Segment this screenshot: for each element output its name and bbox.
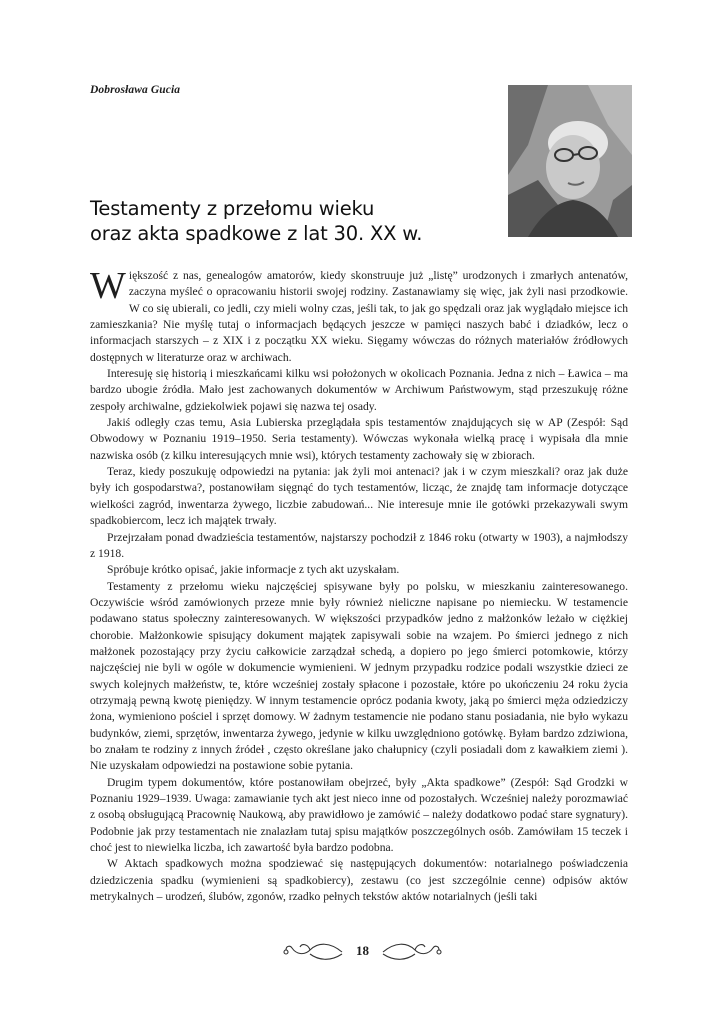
paragraph-1 [90,265,628,366]
drop-cap: W [90,265,126,307]
paragraph-2: Interesuję się historią i mieszkańcami kilku wsi położonych w okolicach Poznania. Jedna z nich – Ławica – ma bardzo ubogie źródła. Mało jest zachowanych dokumentów w Archiwum Państwowym, stąd przeszukuję różne zespoły archiwalne, gdziekolwiek pojawi się nazwa tej osady. [90,367,628,413]
page-number: 18 [356,943,369,958]
article-title [90,196,490,246]
title-line-2: oraz akta spadkowe z lat 30. XX w. [90,222,423,245]
paragraph-8: Drugim typem dokumentów, które postanowiłam obejrzeć, były „Akta spadkowe” (Zespół: Sąd Grodzki w Poznaniu 1929–1939. Uwaga: zamawianie tych akt jest nieco inne od pozostałych. Wcześniej należy porozmawiać z osobą obsługującą Pracownię Naukową, aby prawidłowo je zamówić – należy dodatkowo podać stare sygnatury). Podobnie jak przy testamentach nie znalazłam tutaj spisu majątków poszczególnych osób. Zamówiłam 15 teczek i choć jest to niewielka liczba, ich zawartość była bardzo podobna. [90,775,628,855]
paragraph-9: W Aktach spadkowych można spodziewać się następujących dokumentów: notarialnego poświadczenia dziedziczenia spadku (wymienieni są spadkobiercy), zestawu (co jest szczególnie cenne) odpisów aktów metrykalnych – urodzeń, ślubów, zgonów, rzadko pełnych tekstów aktów notarialnych (jeśli taki [90,857,628,904]
paragraph-1-text: iększość z nas, genealogów amatorów, kiedy skonstruuje już „listę” urodzonych i zmarłych antenatów, zaczyna myśleć o opracowaniu historii swojej rodziny. Zastanawiamy się więc, jak żyli nasi przodkowie. W co się ubierali, co jedli, czy mieli wolny czas, jeśli tak, to jak go spędzali oraz jak wyglądało miejsce ich zamieszkania? Nie myślę tutaj o informacjach będących jeszcze w pamięci naszych babć i dziadków, lecz o informacjach starszych – z XIX i z początku XX wieku. Sięgamy wówczas do różnych materiałów źródłowych dostępnych w literaturze oraz w archiwach. [90,269,628,364]
paragraph-5: Przejrzałam ponad dwadzieścia testamentów, najstarszy pochodził z 1846 roku (otwarty w 1903), a najmłodszy z 1918. [90,530,628,560]
title-line-1: Testamenty z przełomu wieku [90,197,375,220]
paragraph-3: Jakiś odległy czas temu, Asia Lubierska przeglądała spis testamentów znajdujących się w AP (Zespół: Sąd Obwodowy w Poznaniu 1919–1950. Seria testamenty). Wówczas wykonała wielką pracę i wypisała dla mnie nazwiska osób (z kilku interesujących mnie wsi), których testamenty zachowały się w zbiorach. [90,416,628,462]
article-body [90,265,628,905]
page-footer [280,938,445,966]
paragraph-4: Teraz, kiedy poszukuję odpowiedzi na pytania: jak żyli moi antenaci? jak i w czym mieszkali? oraz jak duże były ich gospodarstwa?, postanowiłam sięgnąć do tych testamentów, licząc, że znajdę tam informacje dotyczące wielkości zagród, inwentarza żywego, liczbie zabudowań... Nie interesuje mnie ile gotówki przekazywali swym spadkobiercom, lecz ich majątek trwały. [90,465,628,528]
author-photo [508,85,632,237]
paragraph-7: Testamenty z przełomu wieku najczęściej spisywane były po polsku, w mieszkaniu zainteresowanego. Oczywiście wśród zamówionych przeze mnie były również nieliczne napisane po niemiecku. W testamencie podawano status społeczny zainteresowanych. W większości przypadków jedno z małżonków leżało w ciężkiej chorobie. Małżonkowie spisujący dokument majątek zapisywali sobie na wzajem. Po śmierci jednego z nich małżonek pozostający przy życiu całkowicie zarządzał schedą, a dopiero po jego śmierci potomkowie, którzy najczęściej nie byli w ogóle w dokumencie wymienieni. W jednym przypadku rodzice podali wszystkie dzieci ze swych kolejnych małżeństw, te, które wcześniej zostały spłacone i pozostałe, które po ukończeniu 24 roku życia otrzymają pewną kwotę pieniędzy. W innym testamencie oprócz podania kwoty, jaką po śmierci męża odziedziczy żona, wymieniono pościel i sprzęt domowy. W żadnym testamencie nie podano stanu posiadania, nie było wykazu budynków, ziemi, sprzętów, inwentarza żywego, jedynie w kilku uwzględniono gotówkę. Byłam bardzo zdziwiona, bo znałam te rodziny z innych źródeł , często określane jako chałupnicy (czyli posiadali dom z kawałkiem ziemi ). Nie uzyskałam odpowiedzi na postawione sobie pytania. [90,579,628,773]
paragraph-6: Spróbuje krótko opisać, jakie informacje z tych akt uzyskałam. [107,563,400,577]
author-name: Dobrosława Gucia [90,84,181,96]
